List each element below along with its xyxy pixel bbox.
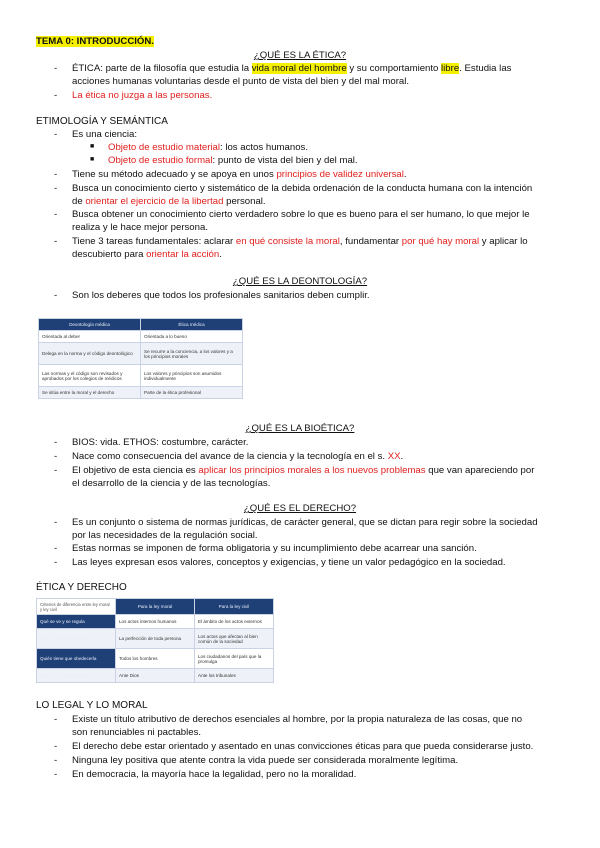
bullet-square: ■	[90, 156, 95, 163]
table-cell: Todos los hombres	[116, 649, 195, 669]
etimologia-bullet-3: Busca un conocimiento cierto y sistemático de la debida ordenación de la conducta humana con la intención	[72, 183, 533, 194]
bullet-dash: -	[54, 451, 58, 462]
bioetica-bullet-3-line-2: el desarrollo de la ciencia y de las tecnologías.	[72, 478, 271, 489]
highlight-libre: libre	[441, 63, 460, 74]
bioetica-heading: ¿QUÉ ES LA BIOÉTICA?	[245, 423, 355, 434]
bullet-dash: -	[54, 437, 58, 448]
table-cell: La perfección de toda persona	[116, 629, 195, 649]
etimologia-bullet-5: Tiene 3 tareas fundamentales: aclarar en qué consiste la moral, fundamentar por qué hay moral y aplicar lo	[72, 236, 528, 247]
table-cell: Los ciudadanos del país que la promulga	[195, 649, 274, 669]
bullet-dash: -	[54, 169, 58, 180]
etimologia-bullet-1: Es una ciencia:	[72, 129, 138, 140]
table-header: Para la ley moral	[116, 599, 195, 615]
etimologia-bullet-5-line-2: descubierto para orientar la acción.	[72, 249, 222, 260]
document-title-text: TEMA 0: INTRODUCCIÓN.	[36, 36, 154, 47]
bullet-dash: -	[54, 755, 58, 766]
etica-bullet-1-line-2: acciones humanas voluntarias desde el punto de vista del bien y del mal moral.	[72, 76, 410, 87]
table-cell: Orientada a lo bueno	[141, 331, 243, 343]
bullet-dash: -	[54, 236, 58, 247]
bioetica-bullet-1: BIOS: vida. ETHOS: costumbre, carácter.	[72, 437, 249, 448]
highlight-vida-moral: vida moral del hombre	[251, 63, 347, 74]
derecho-bullet-1: Es un conjunto o sistema de normas jurídicas, de carácter general, que se dictan para regir sobre la sociedad	[72, 517, 538, 528]
bioetica-bullet-3: El objetivo de esta ciencia es aplicar los principios morales a los nuevos problemas que van apareciendo por	[72, 465, 535, 476]
etimologia-bullet-4: Busca obtener un conocimiento cierto verdadero sobre lo que es bueno para el ser humano, lo que mejor le	[72, 209, 530, 220]
table-cell: Ante los tribunales	[195, 669, 274, 683]
table-corner: Criterios de diferencia entre ley moral y ley civil	[37, 599, 116, 615]
bullet-dash: -	[54, 543, 58, 554]
table-cell: Orientada al deber	[39, 331, 141, 343]
deontologia-bullet-1: Son los deberes que todos los profesionales sanitarios deben cumplir.	[72, 290, 370, 301]
bullet-dash: -	[54, 465, 58, 476]
derecho-heading: ¿QUÉ ES EL DERECHO?	[243, 503, 357, 514]
bullet-dash: -	[54, 183, 58, 194]
table-header: Deontología médica	[39, 319, 141, 331]
bullet-dash: -	[54, 129, 58, 140]
bullet-dash: -	[54, 557, 58, 568]
table-cell: Se recurre a la conciencia, a los valores y a los principios morales	[141, 343, 243, 365]
table-cell: Se sitúa entre la moral y el derecho	[39, 387, 141, 399]
legal-moral-bullet-1: Existe un título atributivo de derechos esenciales al hombre, por la propia naturaleza de las cosas, que no	[72, 714, 523, 725]
etimologia-heading: ETIMOLOGÍA Y SEMÁNTICA	[36, 116, 168, 127]
table-row-header: Qué se exige a la persona	[37, 629, 116, 649]
bullet-dash: -	[54, 90, 58, 101]
legal-moral-bullet-3: Ninguna ley positiva que atente contra la vida puede ser considerada moralmente legítima.	[72, 755, 459, 766]
bullet-dash: -	[54, 769, 58, 780]
legal-moral-heading: LO LEGAL Y LO MORAL	[36, 700, 148, 711]
etica-derecho-heading: ÉTICA Y DERECHO	[36, 582, 127, 593]
etica-derecho-table	[36, 598, 274, 683]
legal-moral-bullet-2: El derecho debe estar orientado y asentado en unas convicciones éticas para que pueda considerarse justo.	[72, 741, 534, 752]
table-cell: Los valores y principios son asumidos individualmente	[141, 365, 243, 387]
document-title	[36, 36, 154, 48]
deontologia-heading: ¿QUÉ ES LA DEONTOLOGÍA?	[232, 276, 368, 287]
bullet-dash: -	[54, 63, 58, 74]
legal-moral-bullet-4: En democracia, la mayoría hace la legalidad, pero no la moralidad.	[72, 769, 357, 780]
table-cell: Parte de la ética profesional	[141, 387, 243, 399]
table-row-header: Qué se ve y se regula	[37, 615, 116, 629]
derecho-bullet-2: Estas normas se imponen de forma obligatoria y su incumplimiento debe acarrear una sanción.	[72, 543, 477, 554]
derecho-bullet-1-line-2: por las necesidades de la regulación social.	[72, 530, 258, 541]
bullet-dash: -	[54, 714, 58, 725]
bioetica-bullet-2: Nace como consecuencia del avance de la ciencia y la tecnología en el s. XX.	[72, 451, 404, 462]
etimologia-bullet-4-line-2: realiza y le hace mejor persona.	[72, 222, 208, 233]
bullet-dash: -	[54, 517, 58, 528]
legal-moral-bullet-1-line-2: son renunciables ni pactables.	[72, 727, 202, 738]
table-cell: Las normas y el código son revisados y aprobados por los colegios de médicos	[39, 365, 141, 387]
table-header: Para la ley civil	[195, 599, 274, 615]
table-cell: El ámbito de los actos externos	[195, 615, 274, 629]
etica-heading: ¿QUÉ ES LA ÉTICA?	[253, 50, 347, 61]
bullet-dash: -	[54, 209, 58, 220]
etica-bullet-1: ÉTICA: parte de la filosofía que estudia la vida moral del hombre y su comportamiento libre. Estudia las	[72, 63, 512, 74]
table-cell: Los actos internos humanos	[116, 615, 195, 629]
etimologia-bullet-3-line-2: de orientar el ejercicio de la libertad personal.	[72, 196, 266, 207]
table-row-header: Ante quién se responde	[37, 669, 116, 683]
bullet-square: ■	[90, 143, 95, 150]
bullet-dash: -	[54, 290, 58, 301]
etimologia-sub-2: Objeto de estudio formal: punto de vista del bien y del mal.	[108, 155, 358, 166]
etimologia-bullet-2: Tiene su método adecuado y se apoya en unos principios de validez universal.	[72, 169, 407, 180]
table-cell: Los actos que afectan al bien común de la sociedad	[195, 629, 274, 649]
etica-bullet-2: La ética no juzga a las personas.	[72, 90, 213, 101]
derecho-bullet-3: Las leyes expresan esos valores, conceptos y exigencias, y tiene un valor pedagógico en la sociedad.	[72, 557, 506, 568]
etimologia-sub-1: Objeto de estudio material: los actos humanos.	[108, 142, 308, 153]
table-header: Ética médica	[141, 319, 243, 331]
table-cell: Ante Dios	[116, 669, 195, 683]
table-row-header: Quién tiene que obedecerla	[37, 649, 116, 669]
table-cell: Delega en la norma y el código deontológico	[39, 343, 141, 365]
bullet-dash: -	[54, 741, 58, 752]
deontologia-table	[38, 318, 243, 399]
